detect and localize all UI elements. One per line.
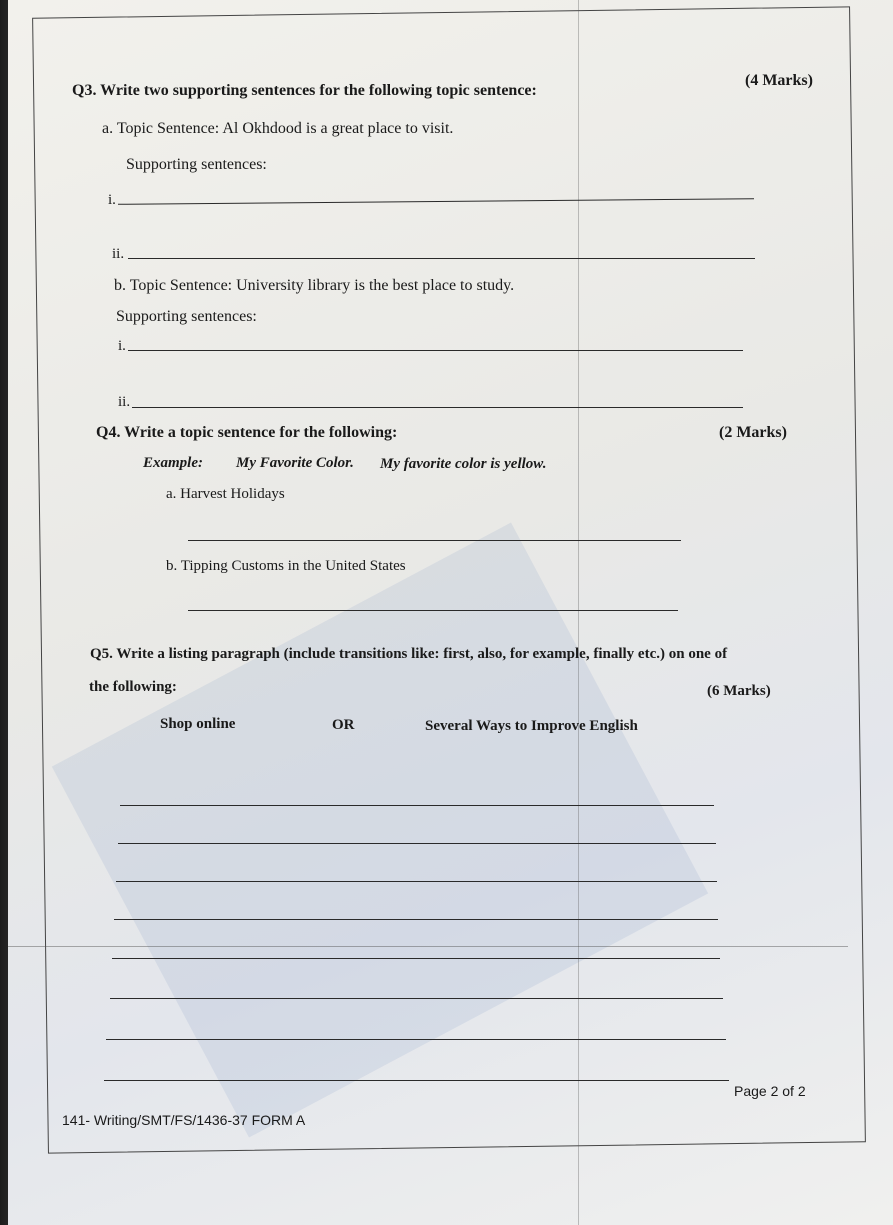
q4-example-label: Example: xyxy=(143,455,203,471)
q4-title: Q4. Write a topic sentence for the following: xyxy=(96,424,398,441)
page-border xyxy=(32,6,866,1153)
q4-a: a. Harvest Holidays xyxy=(166,486,285,502)
answer-line-q3-b-ii[interactable] xyxy=(132,407,743,408)
vertical-fold xyxy=(578,0,579,1225)
q3-a-i: i. xyxy=(108,192,116,208)
form-code: 141- Writing/SMT/FS/1436-37 FORM A xyxy=(62,1112,306,1128)
q3-marks: (4 Marks) xyxy=(745,72,813,89)
answer-line-q4-b[interactable] xyxy=(188,610,678,611)
q5-option-1: Shop online xyxy=(160,716,236,732)
answer-line-q4-a[interactable] xyxy=(188,540,681,541)
answer-line-q5-1[interactable] xyxy=(120,805,714,806)
answer-line-q3-b-i[interactable] xyxy=(128,350,743,351)
q3-b-ii: ii. xyxy=(118,394,131,410)
answer-line-q5-2[interactable] xyxy=(118,843,716,844)
answer-line-q5-8[interactable] xyxy=(104,1080,729,1081)
horizontal-fold xyxy=(8,946,848,947)
q5-title-line1: Q5. Write a listing paragraph (include transitions like: first, also, for example, finally etc.) on one of xyxy=(90,646,728,662)
q4-b: b. Tipping Customs in the United States xyxy=(166,558,406,574)
q3-a-topic: a. Topic Sentence: Al Okhdood is a great place to visit. xyxy=(102,120,454,137)
q5-marks: (6 Marks) xyxy=(707,683,771,699)
q3-a-ii: ii. xyxy=(112,246,125,262)
q3-b-topic: b. Topic Sentence: University library is the best place to study. xyxy=(114,277,515,294)
q4-example-sentence: My favorite color is yellow. xyxy=(380,456,547,472)
q3-a-supporting: Supporting sentences: xyxy=(126,156,267,173)
page-number: Page 2 of 2 xyxy=(734,1083,806,1099)
q5-or: OR xyxy=(332,717,355,733)
answer-line-q3-a-ii[interactable] xyxy=(128,258,755,259)
answer-line-q5-4[interactable] xyxy=(114,919,718,920)
q3-b-supporting: Supporting sentences: xyxy=(116,308,257,325)
q4-example-topic: My Favorite Color. xyxy=(236,455,354,471)
q3-b-i: i. xyxy=(118,338,126,354)
q5-title-line2: the following: xyxy=(89,679,177,695)
answer-line-q5-5[interactable] xyxy=(112,958,720,959)
q5-option-2: Several Ways to Improve English xyxy=(425,718,638,734)
q3-title: Q3. Write two supporting sentences for the following topic sentence: xyxy=(72,82,537,99)
q4-marks: (2 Marks) xyxy=(719,424,787,441)
answer-line-q5-7[interactable] xyxy=(106,1039,726,1040)
answer-line-q5-3[interactable] xyxy=(116,881,717,882)
answer-line-q5-6[interactable] xyxy=(110,998,723,999)
